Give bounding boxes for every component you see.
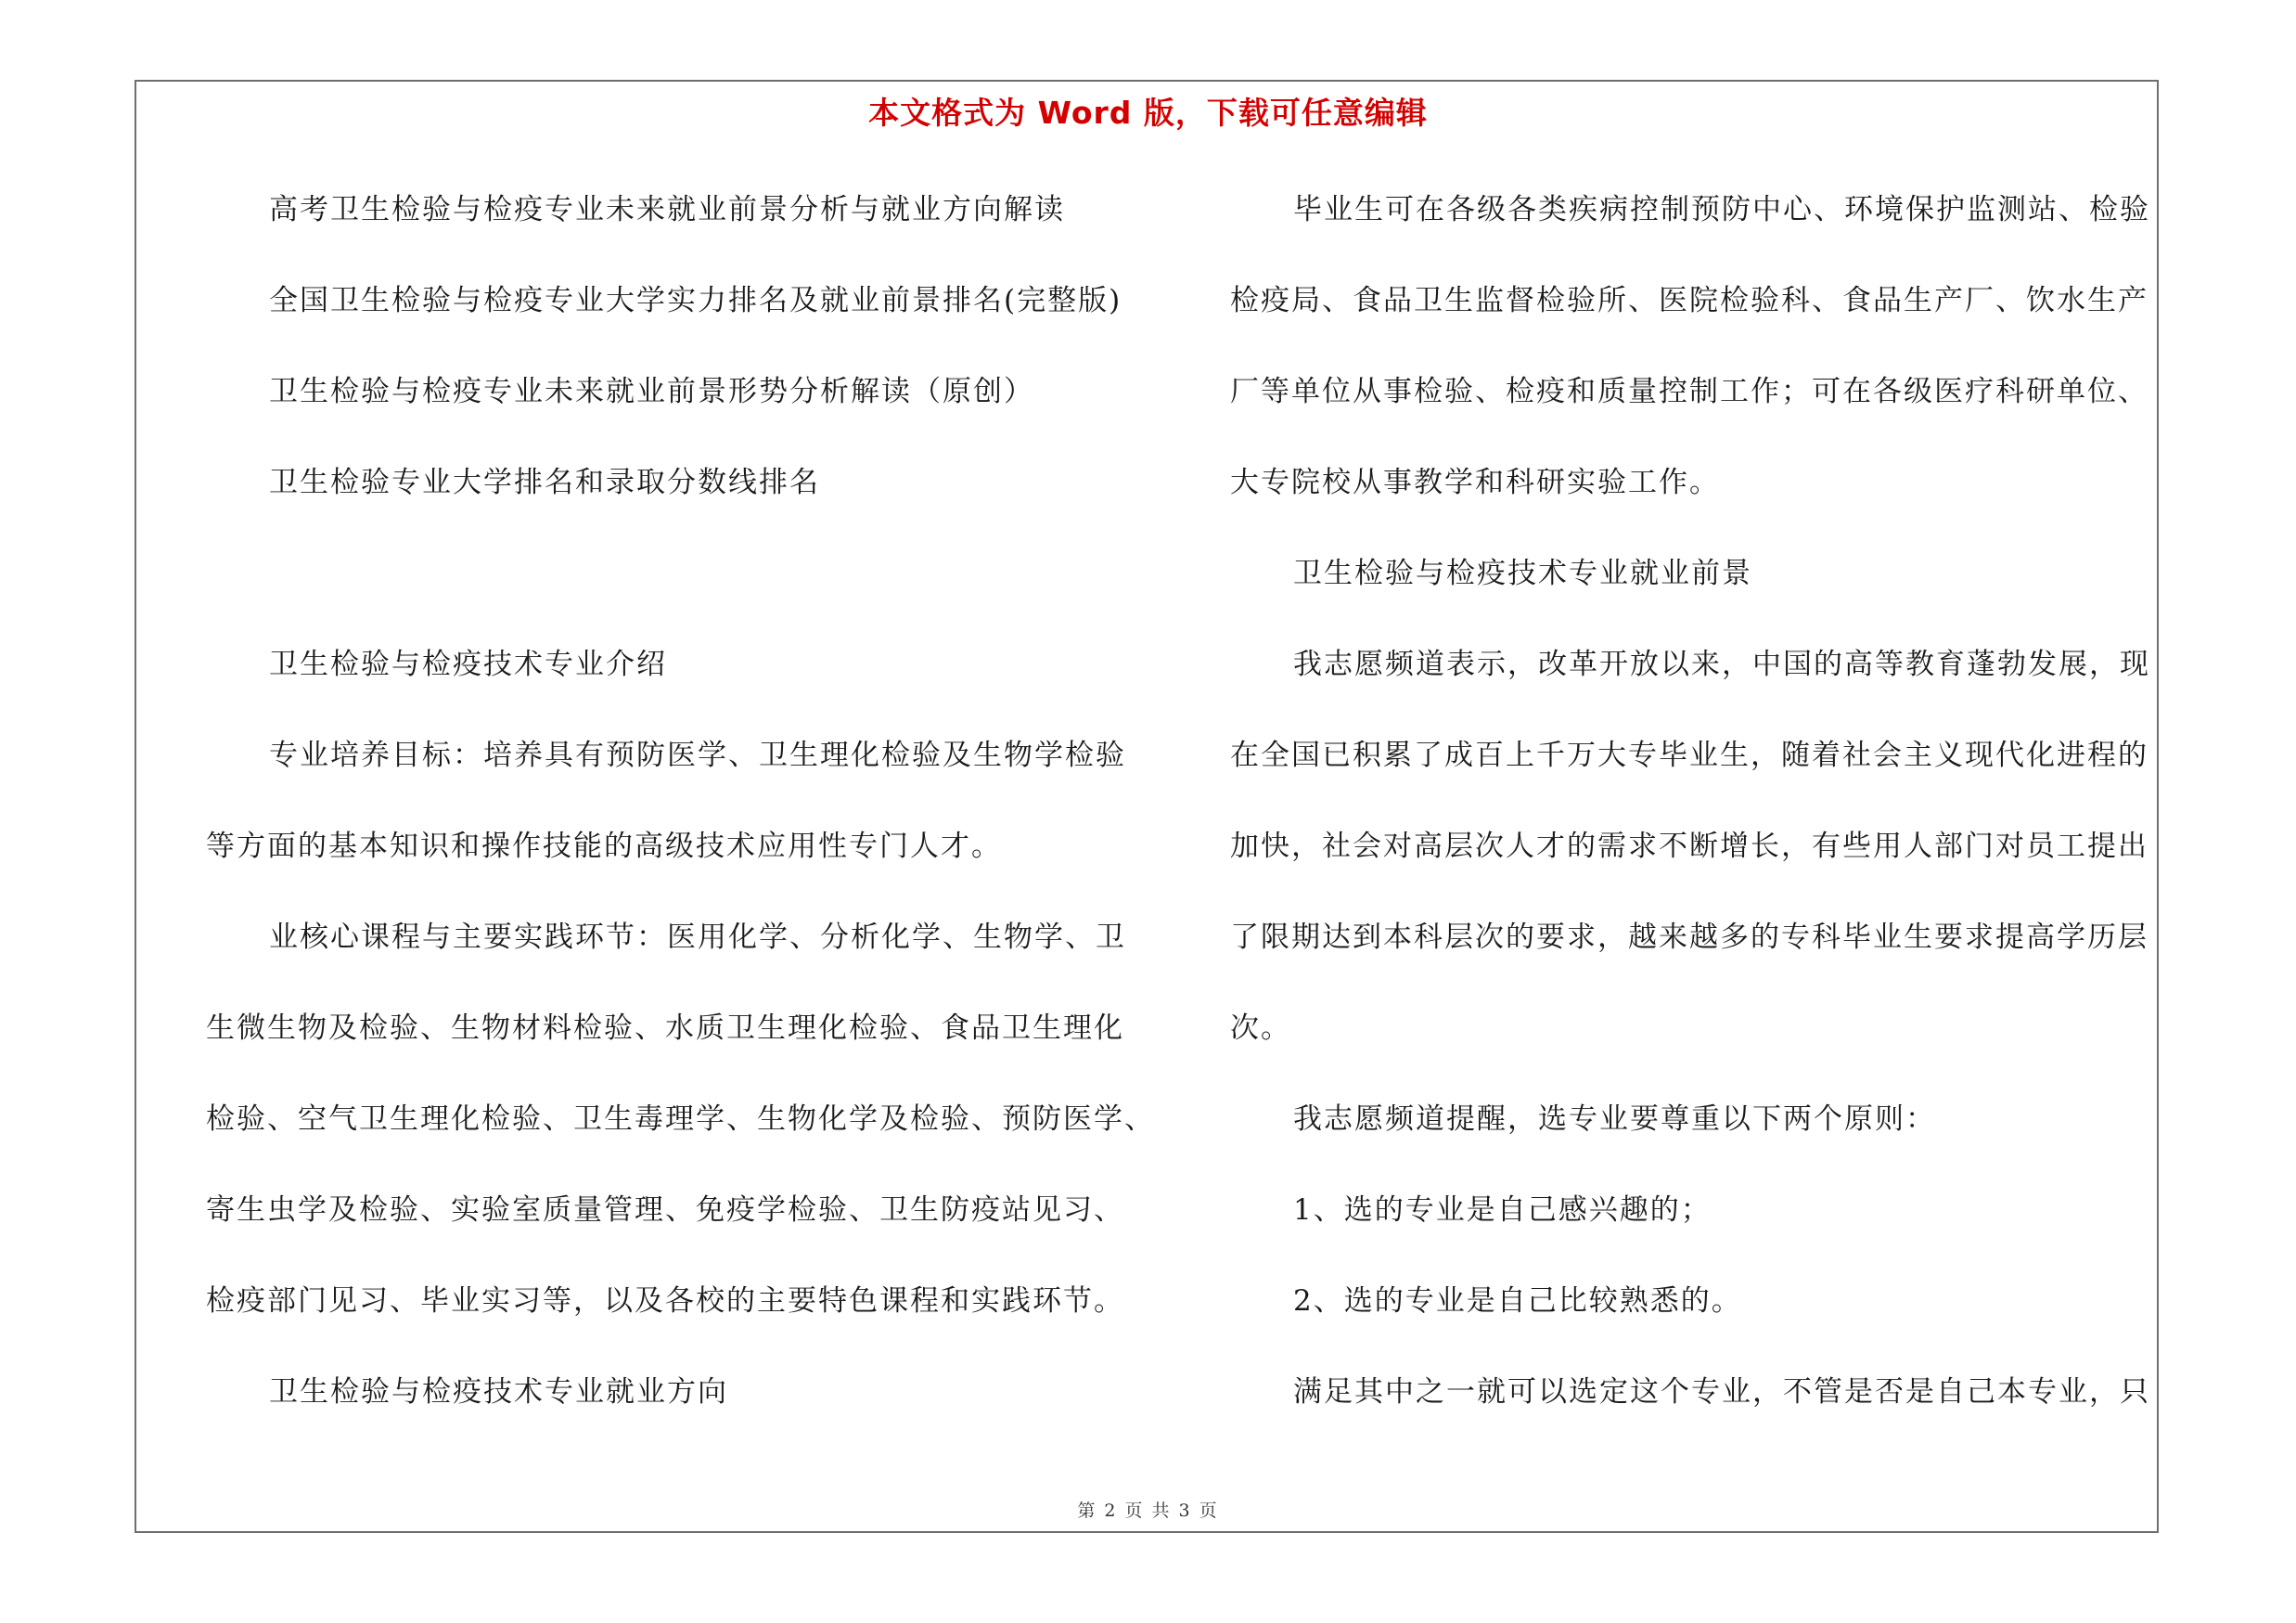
text-line: 等方面的基本知识和操作技能的高级技术应用性专门人才。: [206, 830, 1002, 863]
text-line: 生微生物及检验、生物材料检验、水质卫生理化检验、食品卫生理化: [206, 1011, 1124, 1045]
text-line: 全国卫生检验与检疫专业大学实力排名及就业前景排名(完整版): [269, 284, 1122, 317]
text-line: 了限期达到本科层次的要求，越来越多的专科毕业生要求提高学历层: [1230, 921, 2148, 954]
text-line: 业核心课程与主要实践环节：医用化学、分析化学、生物学、卫: [269, 921, 1126, 954]
text-line: 厂等单位从事检验、检疫和质量控制工作；可在各级医疗科研单位、: [1230, 375, 2148, 408]
text-line: 次。: [1230, 1011, 1291, 1045]
page-number: 第 2 页 共 3 页: [1077, 1501, 1219, 1521]
text-line: 高考卫生检验与检疫专业未来就业前景分析与就业方向解读: [269, 193, 1065, 226]
text-line: 毕业生可在各级各类疾病控制预防中心、环境保护监测站、检验: [1293, 193, 2150, 226]
text-line: 寄生虫学及检验、实验室质量管理、免疫学检验、卫生防疫站见习、: [206, 1193, 1124, 1227]
text-line: 加快，社会对高层次人才的需求不断增长，有些用人部门对员工提出: [1230, 830, 2148, 863]
right-column: [1230, 182, 2148, 1455]
text-line: 检疫局、食品卫生监督检验所、医院检验科、食品生产厂、饮水生产: [1230, 284, 2148, 317]
text-line: 卫生检验与检疫技术专业就业前景: [1293, 557, 1752, 590]
document-banner: 本文格式为 Word 版，下载可任意编辑: [868, 95, 1428, 131]
text-line: 专业培养目标：培养具有预防医学、卫生理化检验及生物学检验: [269, 739, 1126, 772]
text-line: 卫生检验与检疫专业未来就业前景形势分析解读（原创）: [269, 375, 1034, 408]
text-line: 1、选的专业是自己感兴趣的；: [1293, 1193, 1712, 1227]
text-line: 我志愿频道提醒，选专业要尊重以下两个原则：: [1293, 1102, 1936, 1136]
text-line: 卫生检验专业大学排名和录取分数线排名: [269, 466, 820, 499]
text-line: [206, 546, 1156, 637]
text-line: 卫生检验与检疫技术专业就业方向: [269, 1375, 728, 1409]
text-line: 检疫部门见习、毕业实习等，以及各校的主要特色课程和实践环节。: [206, 1284, 1124, 1318]
text-line: 卫生检验与检疫技术专业介绍: [269, 648, 667, 681]
text-line: 满足其中之一就可以选定这个专业，不管是否是自己本专业，只: [1293, 1375, 2150, 1409]
text-line: 大专院校从事教学和科研实验工作。: [1230, 466, 1720, 499]
text-line: 在全国已积累了成百上千万大专毕业生，随着社会主义现代化进程的: [1230, 739, 2148, 772]
left-column: [206, 182, 1156, 1455]
text-line: 检验、空气卫生理化检验、卫生毒理学、生物化学及检验、预防医学、: [206, 1102, 1155, 1136]
text-line: 我志愿频道表示，改革开放以来，中国的高等教育蓬勃发展，现: [1293, 648, 2150, 681]
text-line: 2、选的专业是自己比较熟悉的。: [1293, 1284, 1742, 1318]
